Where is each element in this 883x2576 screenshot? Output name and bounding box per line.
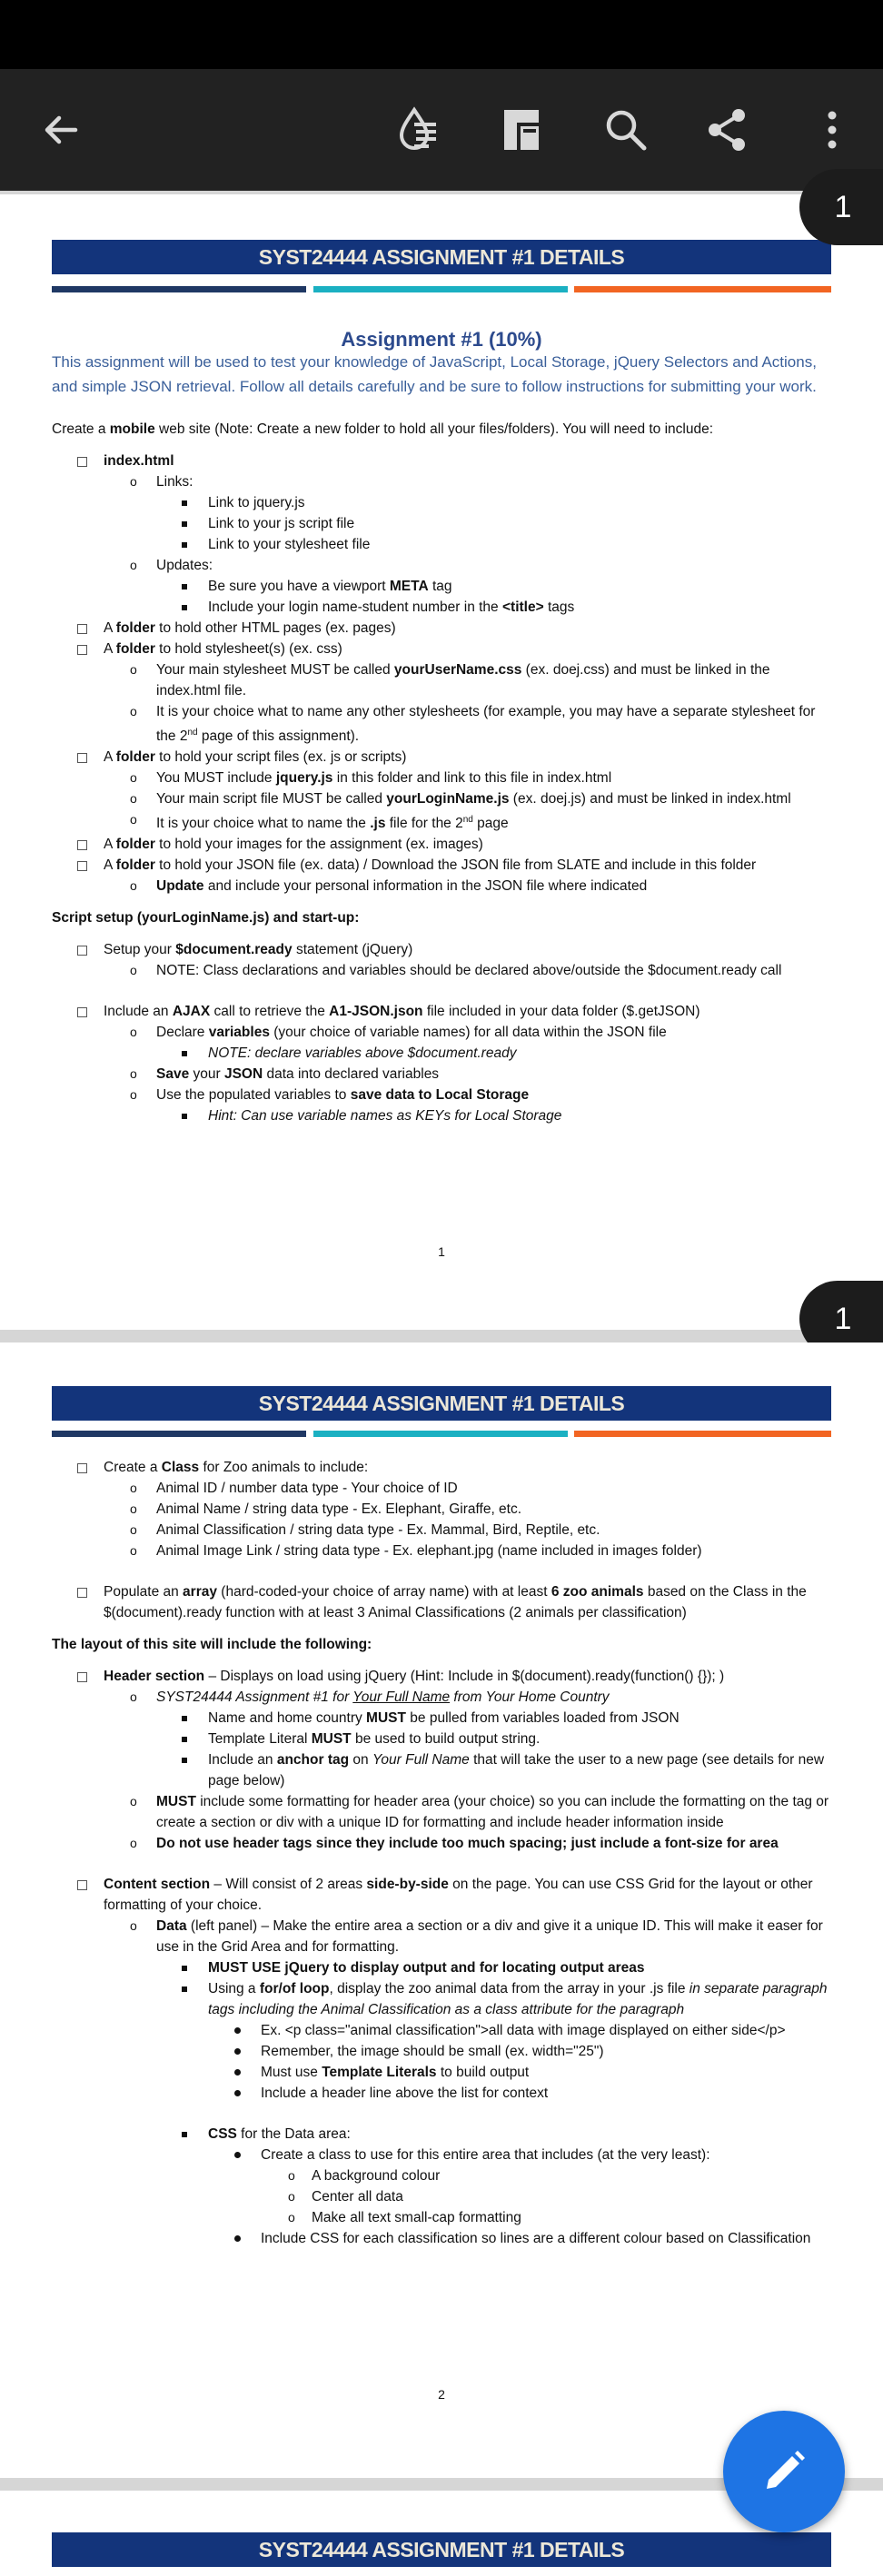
list-item: Remember, the image should be small (ex. width="25") <box>52 2041 831 2062</box>
list-item: o Animal ID / number data type - Your choice of ID <box>130 1481 458 1496</box>
list-item: index.html <box>52 451 831 471</box>
edit-fab-button[interactable] <box>723 2411 845 2532</box>
list-item: A folder to hold other HTML pages (ex. pages) <box>52 618 831 639</box>
list-item: Include an anchor tag on Your Full Name that will take the user to a new page (see details for new page below) <box>52 1749 831 1791</box>
list-item: Include an AJAX call to retrieve the A1-JSON.json file included in your data folder ($.getJSON) <box>52 1001 831 1022</box>
list-item: Hint: Can use variable names as KEYs for Local Storage <box>52 1105 831 1126</box>
status-bar <box>0 0 883 69</box>
list-item: Populate an array (hard-coded-your choice of array name) with at least 6 zoo animals based on the Class in the $(document).ready function with at least 3 Animal Classifications (2 animals per classification) <box>52 1581 831 1623</box>
document-page-1 <box>0 194 883 1330</box>
list-item: o Do not use header tags since they include too much spacing; just include a font-size for area <box>130 1836 779 1851</box>
pencil-edit-icon <box>759 2447 809 2496</box>
list-item: Content section – Will consist of 2 areas side-by-side on the page. You can use CSS Grid for the layout or other formatting of your choice. <box>52 1874 831 1916</box>
list-item: Include your login name-student number in the <title> tags <box>52 597 831 618</box>
list-item: o Your main script file MUST be called yourLoginName.js (ex. doej.js) and must be linked in index.html <box>130 791 791 807</box>
create-site-line: Create a mobile web site (Note: Create a new folder to hold all your files/folders). You will need to include: <box>52 421 714 437</box>
list-item: A folder to hold stylesheet(s) (ex. css) <box>52 639 831 659</box>
header-stripe-orange <box>574 286 831 292</box>
list-item: o Update and include your personal information in the JSON file where indicated <box>130 878 648 895</box>
page-1-content <box>52 329 831 1126</box>
script-setup-heading: Script setup (yourLoginName.js) and start-up: <box>52 910 360 926</box>
list-item: Link to your js script file <box>52 513 831 534</box>
header-stripe-teal <box>313 286 568 292</box>
list-item: o Animal Name / string data type - Ex. Elephant, Giraffe, etc. <box>130 1501 522 1517</box>
search-icon <box>602 106 650 154</box>
list-item: Create a class to use for this entire area that includes (at the very least): <box>52 2145 831 2165</box>
document-header-bar: SYST24444 ASSIGNMENT #1 DETAILS <box>52 240 831 274</box>
page-2-content <box>52 1457 831 2249</box>
list-item: Be sure you have a viewport META tag <box>52 576 831 597</box>
list-item: o You MUST include jquery.js in this folder and link to this file in index.html <box>130 770 612 787</box>
back-button[interactable] <box>27 96 94 163</box>
header-stripe-orange <box>574 1431 831 1437</box>
list-item: Name and home country MUST be pulled from variables loaded from JSON <box>52 1708 831 1729</box>
viewer-toolbar <box>0 69 883 191</box>
list-item: o Updates: <box>130 558 213 573</box>
more-vertical-icon <box>823 108 841 152</box>
page-number: 2 <box>438 2387 445 2402</box>
bookmark-icon <box>500 106 543 154</box>
list-item: o It is your choice what to name the .js file for the 2nd page <box>130 812 509 832</box>
list-item: o Data (left panel) – Make the entire area a section or a div and give it a unique ID. This will make it easer for use in the Grid Area and for formatting. <box>130 1918 823 1955</box>
list-item: Must use Template Literals to build output <box>52 2062 831 2083</box>
list-item: Include CSS for each classification so lines are a different colour based on Classification <box>52 2228 831 2249</box>
page-indicator-badge: 1 <box>799 1281 883 1357</box>
header-stripe-teal <box>313 1431 568 1437</box>
page-number: 1 <box>438 1244 445 1259</box>
list-item: o Animal Image Link / string data type - Ex. elephant.jpg (name included in images folder) <box>130 1543 702 1559</box>
bookmarks-button[interactable] <box>488 96 555 163</box>
checkbox-bullet <box>77 457 87 467</box>
list-item: o Your main stylesheet MUST be called yourUserName.css (ex. doej.css) and must be linked in the index.html file. <box>130 662 770 698</box>
liquid-mode-icon <box>394 105 443 154</box>
document-header-bar: SYST24444 ASSIGNMENT #1 DETAILS <box>52 1386 831 1421</box>
list-item: o A background colour <box>288 2168 441 2184</box>
list-item: o Center all data <box>288 2189 403 2204</box>
list-item: Create a Class for Zoo animals to include: <box>52 1457 831 1478</box>
share-button[interactable] <box>694 96 761 163</box>
arrow-left-icon <box>39 108 83 152</box>
list-item: NOTE: declare variables above $document.ready <box>52 1043 831 1064</box>
list-item: Link to your stylesheet file <box>52 534 831 555</box>
list-item: o It is your choice what to name any other stylesheets (for example, you may have a separate stylesheet for the 2nd page of this assignment). <box>130 704 816 745</box>
list-item: o Make all text small-cap formatting <box>288 2210 521 2225</box>
list-item: Include a header line above the list for context <box>52 2083 831 2104</box>
share-icon <box>704 106 751 154</box>
layout-heading: The layout of this site will include the following: <box>52 1637 372 1652</box>
list-item: o Use the populated variables to save data to Local Storage <box>130 1087 530 1104</box>
list-item: o SYST24444 Assignment #1 for Your Full Name from Your Home Country <box>130 1689 610 1705</box>
intro-paragraph: This assignment will be used to test your knowledge of JavaScript, Local Storage, jQuery Selectors and Actions, and simple JSON retrieval. Follow all details carefully and be sure to follow instructions for submitting your work. <box>52 353 817 395</box>
assignment-title: Assignment #1 (10%) <box>341 328 542 351</box>
search-button[interactable] <box>592 96 660 163</box>
liquid-mode-button[interactable] <box>385 96 452 163</box>
list-item: o Links: <box>130 474 193 490</box>
document-page-2 <box>0 1342 883 2478</box>
list-item: A folder to hold your JSON file (ex. data) / Download the JSON file from SLATE and include in this folder <box>52 855 831 876</box>
list-item: Using a for/of loop, display the zoo animal data from the array in your .js file in separate paragraph tags including the Animal Classification as a class attribute for the paragraph <box>52 1978 831 2020</box>
list-item: MUST USE jQuery to display output and for locating output areas <box>52 1957 831 1978</box>
page-indicator-badge: 1 <box>799 169 883 245</box>
list-item: Ex. <p class="animal classification">all data with image displayed on either side</p> <box>52 2020 831 2041</box>
list-item: o Save your JSON data into declared variables <box>130 1066 440 1083</box>
document-header-bar: SYST24444 ASSIGNMENT #1 DETAILS <box>52 2532 831 2567</box>
list-item: CSS for the Data area: <box>52 2124 831 2145</box>
header-stripe-navy <box>52 1431 306 1437</box>
list-item: Link to jquery.js <box>52 492 831 513</box>
list-item: Header section – Displays on load using jQuery (Hint: Include in $(document).ready(function() {}); ) <box>52 1666 831 1687</box>
list-item: o Declare variables (your choice of variable names) for all data within the JSON file <box>130 1025 667 1041</box>
list-item: A folder to hold your script files (ex. js or scripts) <box>52 747 831 768</box>
more-options-button[interactable] <box>799 96 866 163</box>
list-item: Template Literal MUST be used to build output string. <box>52 1729 831 1749</box>
header-stripe-navy <box>52 286 306 292</box>
list-item: o MUST include some formatting for header area (your choice) so you can include the formatting on the tag or create a section or div with a unique ID for formatting and include header information inside <box>130 1794 829 1830</box>
list-item: Setup your $document.ready statement (jQuery) <box>52 939 831 960</box>
list-item: A folder to hold your images for the assignment (ex. images) <box>52 834 831 855</box>
list-item: o Animal Classification / string data type - Ex. Mammal, Bird, Reptile, etc. <box>130 1522 600 1538</box>
list-item: o NOTE: Class declarations and variables should be declared above/outside the $document.ready call <box>130 963 782 979</box>
